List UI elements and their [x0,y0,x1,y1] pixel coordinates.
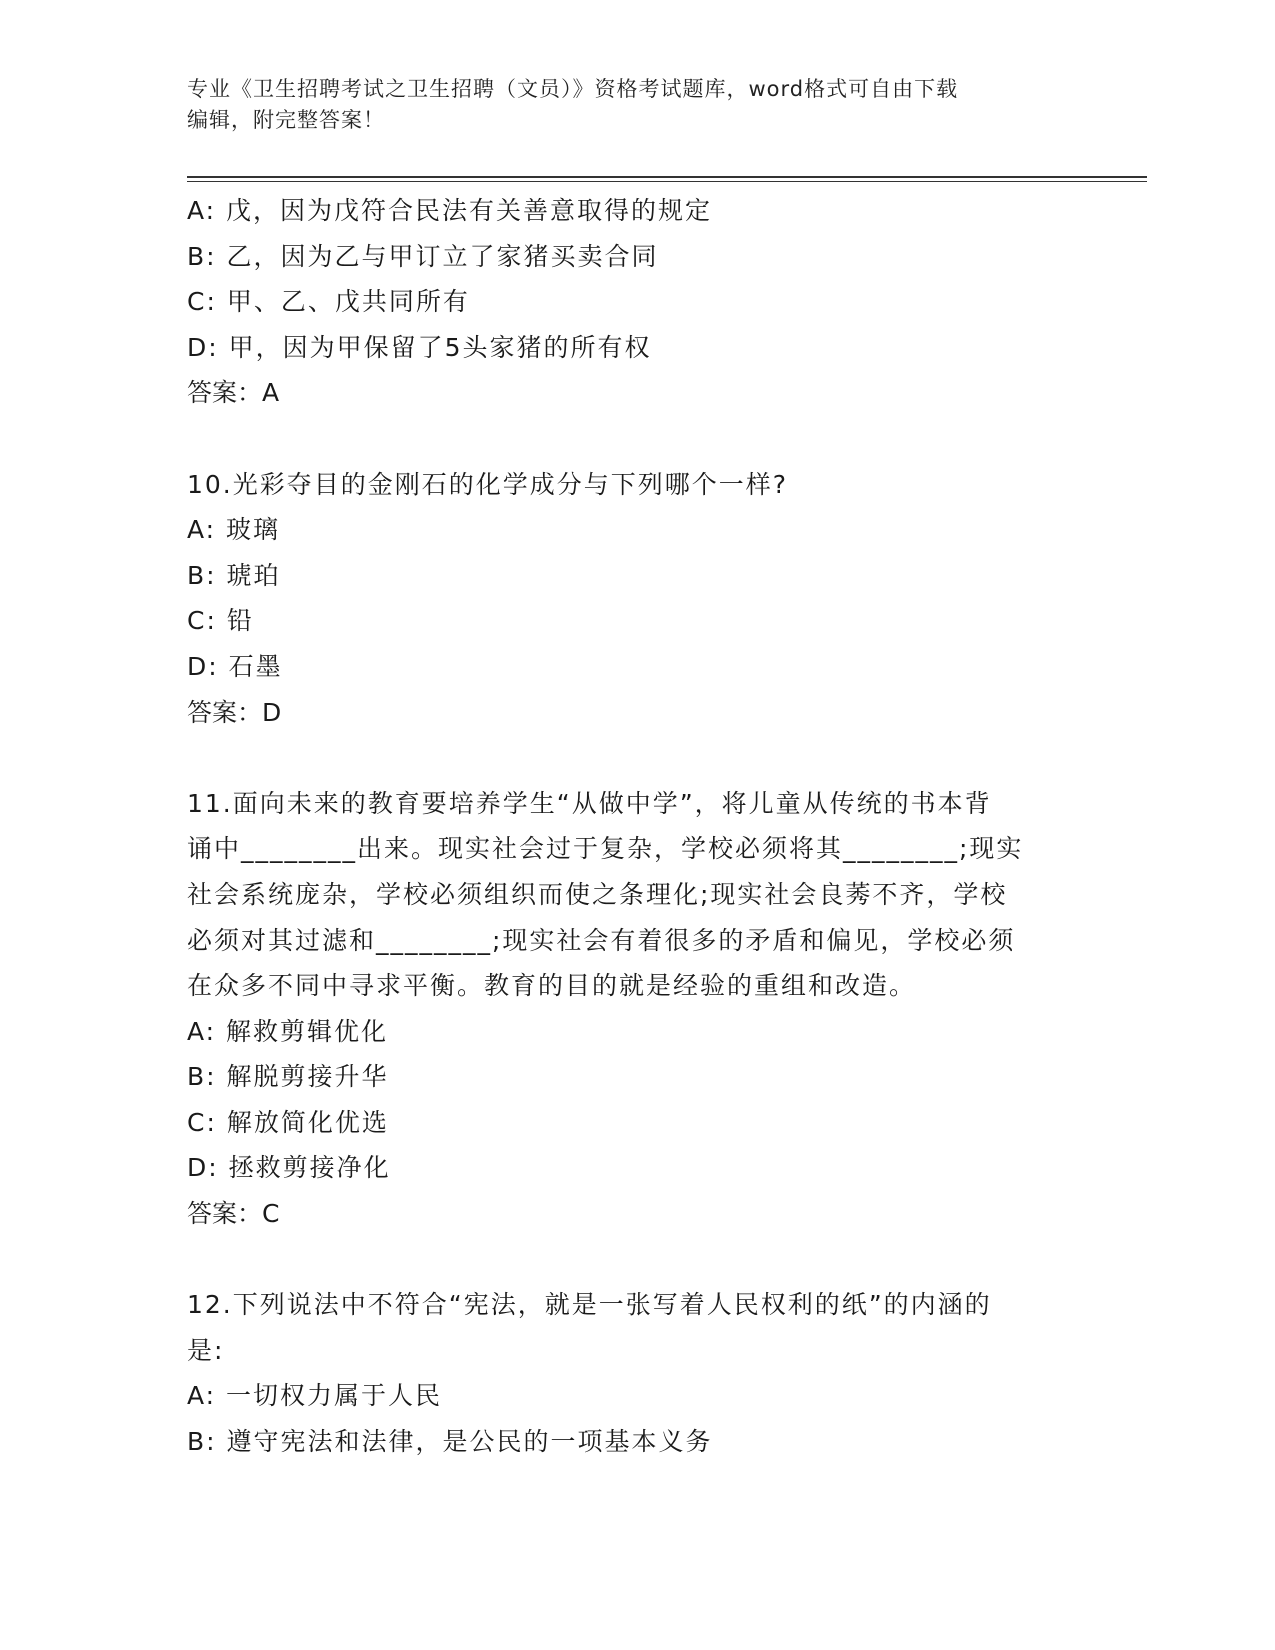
option-d: D: 甲，因为甲保留了5头家猪的所有权 [187,332,652,362]
option-b: B: 琥珀 [187,560,281,590]
question-stem-line-1: 11.面向未来的教育要培养学生“从做中学”，将儿童从传统的书本背 [187,788,992,818]
header-rule-thick [187,176,1147,178]
question-stem-line-3: 社会系统庞杂，学校必须组织而使之条理化;现实社会良莠不齐，学校 [187,879,1008,909]
option-a: A: 一切权力属于人民 [187,1381,443,1411]
question-stem-line-2: 诵中________出来。现实社会过于复杂，学校必须将其________;现实 [187,834,1024,864]
question-list [187,188,1067,1465]
question-stem-line-1: 12.下列说法中不符合“宪法，就是一张写着人民权利的纸”的内涵的 [187,1290,992,1320]
question-9 [187,188,1067,416]
spacer [187,735,1067,781]
question-11 [187,781,1067,1237]
header-rule-thin [187,181,1147,182]
option-a: A: 玻璃 [187,515,281,545]
answer-line: 答案：D [187,697,282,727]
question-stem: 10.光彩夺目的金刚石的化学成分与下列哪个一样? [187,469,789,499]
header-line-1: 专业《卫生招聘考试之卫生招聘（文员）》资格考试题库，word格式可自由下载 [187,77,959,101]
document-header [187,74,1067,136]
option-b: B: 乙，因为乙与甲订立了家猪买卖合同 [187,241,659,271]
question-12 [187,1282,1067,1464]
question-stem-line-4: 必须对其过滤和________;现实社会有着很多的矛盾和偏见，学校必须 [187,925,1016,955]
option-b: B: 遵守宪法和法律，是公民的一项基本义务 [187,1427,713,1457]
option-c: C: 铅 [187,606,254,636]
option-a: A: 解救剪辑优化 [187,1016,389,1046]
answer-line: 答案：A [187,378,280,408]
question-stem-line-2: 是: [187,1335,225,1365]
spacer [187,1237,1067,1283]
header-line-2: 编辑，附完整答案！ [187,108,385,132]
option-d: D: 拯救剪接净化 [187,1153,391,1183]
question-stem-line-5: 在众多不同中寻求平衡。教育的目的就是经验的重组和改造。 [187,971,917,1001]
answer-line: 答案：C [187,1199,280,1229]
option-c: C: 解放简化优选 [187,1107,389,1137]
spacer [187,416,1067,462]
question-10 [187,462,1067,736]
option-d: D: 石墨 [187,651,283,681]
option-a: A: 戊，因为戊符合民法有关善意取得的规定 [187,196,713,225]
option-b: B: 解脱剪接升华 [187,1062,389,1092]
option-c: C: 甲、乙、戊共同所有 [187,287,470,317]
